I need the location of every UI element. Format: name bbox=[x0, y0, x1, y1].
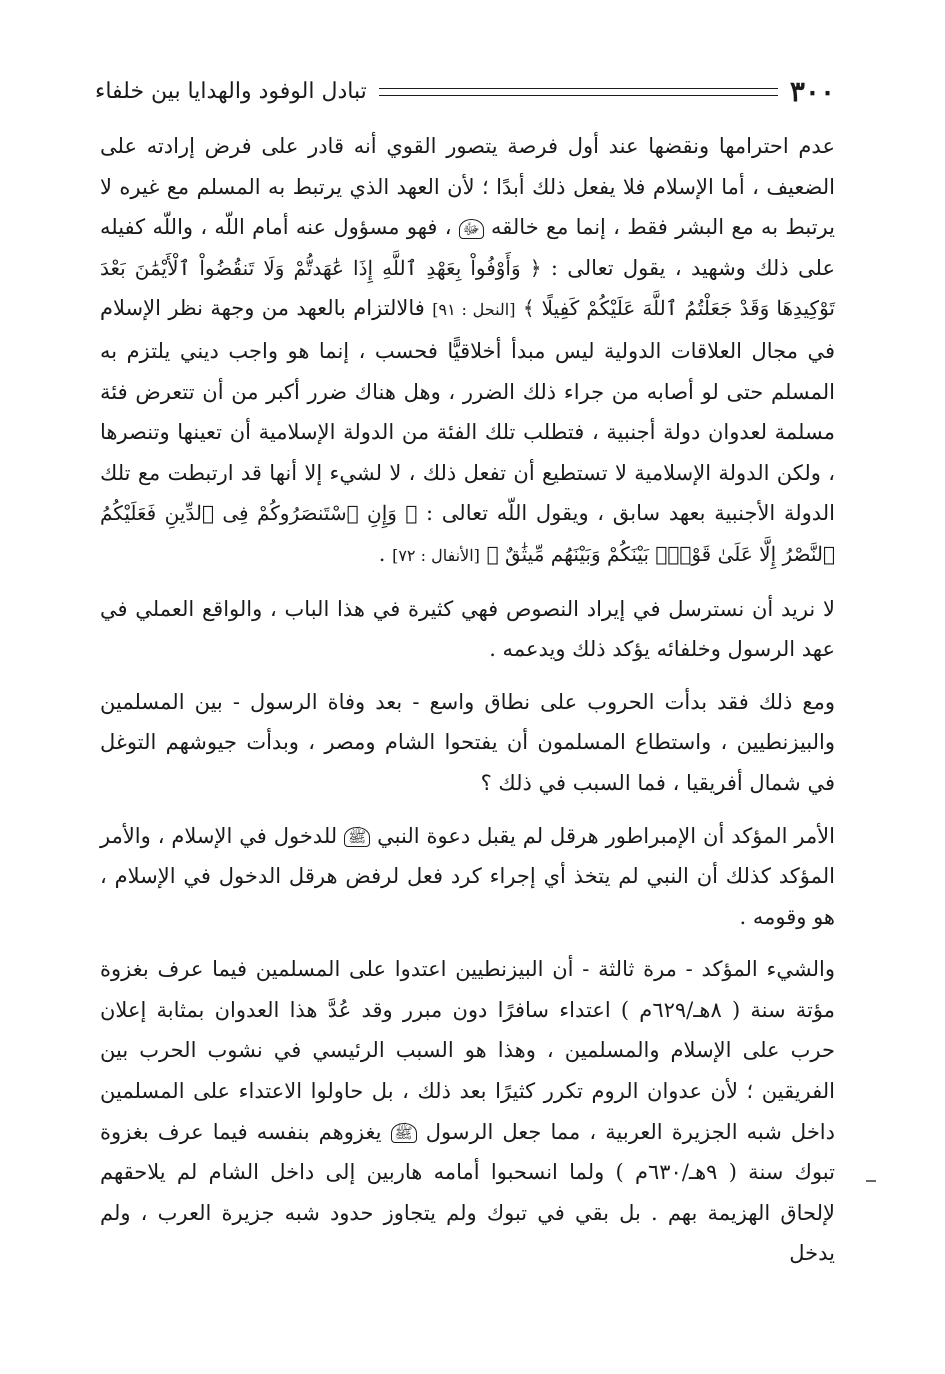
verse-reference-nahl: [النحل : ٩١] bbox=[432, 300, 516, 320]
paragraph-5-text-a: والشيء المؤكد - مرة ثالثة - أن البيزنطيين اعتدوا على المسلمين فيما عرف بغزوة مؤتة سنة ( ٨هـ/٦٢٩م ) اعتداء سافرًا دون مبرر وقد عُدَّ هذا العدوان بمثابة إعلان حرب على الإسلام والمسلمين ، وهذا هو السبب الرئيسي في نشوب الحرب بين الفريقين ؛ لأن عدوان الروم تكرر كثيرًا بعد ذلك ، بل حاولوا الاعتداء على المسلمين داخل شبه الجزيرة العربية ، مما جعل الرسول bbox=[100, 957, 835, 1144]
page-number: ٣٠٠ bbox=[789, 75, 835, 108]
paragraph-1-text-c: فالالتزام بالعهد من وجهة نظر الإسلام في مجال العلاقات الدولية ليس مبدأ أخلاقيًّا فحسب ، إنما هو واجب ديني يلتزم به المسلم حتى لو أصابه من جراء ذلك الضرر ، وهل هناك ضرر أكبر من أن تتعرض فئة مسلمة لعدوان دولة أجنبية ، فتطلب تلك الفئة من الدولة الإسلامية أن تعينها وتنصرها ، ولكن الدولة الإسلامية لا تستطيع أن تفعل ذلك ، لا لشيء إلا أنها قد ارتبطت مع تلك الدولة الأجنبية بعهد سابق ، ويقول اللّه تعالى : bbox=[100, 296, 836, 526]
body-text bbox=[100, 126, 835, 1274]
quran-verse-nahl: ﴿ وَأَوْفُواْ بِعَهْدِ ٱللَّهِ إِذَا عَٰهَدتُّمْ وَلَا تَنقُضُواْ ٱلْأَيْمَٰنَ بَعْدَ تَوْكِيدِهَا وَقَدْ جَعَلْتُمُ ٱللَّهَ عَلَيْكُمْ كَفِيلًا ﴾ bbox=[100, 255, 835, 321]
salutation-glyph: ﷺ bbox=[344, 827, 370, 847]
paragraph-4-text-a: الأمر المؤكد أن الإمبراطور هرقل لم يقبل دعوة النبي bbox=[370, 823, 835, 848]
paragraph-1-text-d: . bbox=[378, 541, 393, 566]
paragraph-5 bbox=[100, 949, 835, 1274]
paragraph-1 bbox=[100, 126, 835, 577]
paragraph-4 bbox=[100, 816, 835, 938]
margin-mark bbox=[866, 1180, 876, 1182]
verse-reference-anfal: [الأنفال : ٧٢] bbox=[392, 545, 480, 565]
running-header bbox=[95, 72, 835, 112]
paragraph-1-text-a: عدم احترامها ونقضها عند أول فرصة يتصور القوي أنه قادر على فرض إرادته على الضعيف ، أما الإسلام فلا يفعل ذلك أبدًا ؛ لأن العهد الذي يرتبط به المسلم مع غيره لا يرتبط به مع البشر فقط ، إنما مع خالقه bbox=[100, 134, 835, 240]
paragraph-1-text-b: ، فهو مسؤول عنه أمام اللّه ، واللّه كفيله على ذلك وشهيد ، يقول تعالى : bbox=[100, 215, 835, 280]
spacer bbox=[480, 542, 487, 566]
header-double-rule bbox=[379, 88, 778, 96]
salutation-glyph: ﷻ bbox=[459, 219, 484, 239]
paragraph-5-text-b: يغزوهم بنفسه فيما عرف بغزوة تبوك سنة ( ٩هـ/٦٣٠م ) ولما انسحبوا أمامه هاربين إلى داخل الشام لم يلاحقهم لإلحاق الهزيمة بهم . بل بقي في تبوك ولم يتجاوز حدود شبه جزيرة العرب ، ولم يدخل bbox=[100, 1119, 835, 1266]
paragraph-2: لا نريد أن نسترسل في إيراد النصوص فهي كثيرة في هذا الباب ، والواقع العملي في عهد الرسول وخلفائه يؤكد ذلك ويدعمه . bbox=[100, 596, 836, 662]
quran-verse-anfal: ﴿ وَإِنِ ٱسْتَنصَرُوكُمْ فِى ٱلدِّينِ فَعَلَيْكُمُ ٱلنَّصْرُ إِلَّا عَلَىٰ قَوْمٍۭ بَيْنَكُمْ وَبَيْنَهُم مِّيثَٰقٌ ﴾ bbox=[100, 501, 835, 566]
salutation-glyph: ﷺ bbox=[391, 1123, 417, 1143]
paragraph-3: ومع ذلك فقد بدأت الحروب على نطاق واسع - بعد وفاة الرسول - بين المسلمين والبيزنطيين ، واستطاع المسلمون أن يفتحوا الشام ومصر ، وبدأت جيوشهم التوغل في شمال أفريقيا ، فما السبب في ذلك ؟ bbox=[100, 689, 835, 795]
paragraph-4-text-b: للدخول في الإسلام ، والأمر المؤكد كذلك أن النبي لم يتخذ أي إجراء كرد فعل لرفض هرقل الدخول في الإسلام ، هو وقومه . bbox=[100, 823, 835, 929]
spacer bbox=[515, 296, 522, 320]
running-title: تبادل الوفود والهدايا بين خلفاء bbox=[95, 79, 367, 104]
